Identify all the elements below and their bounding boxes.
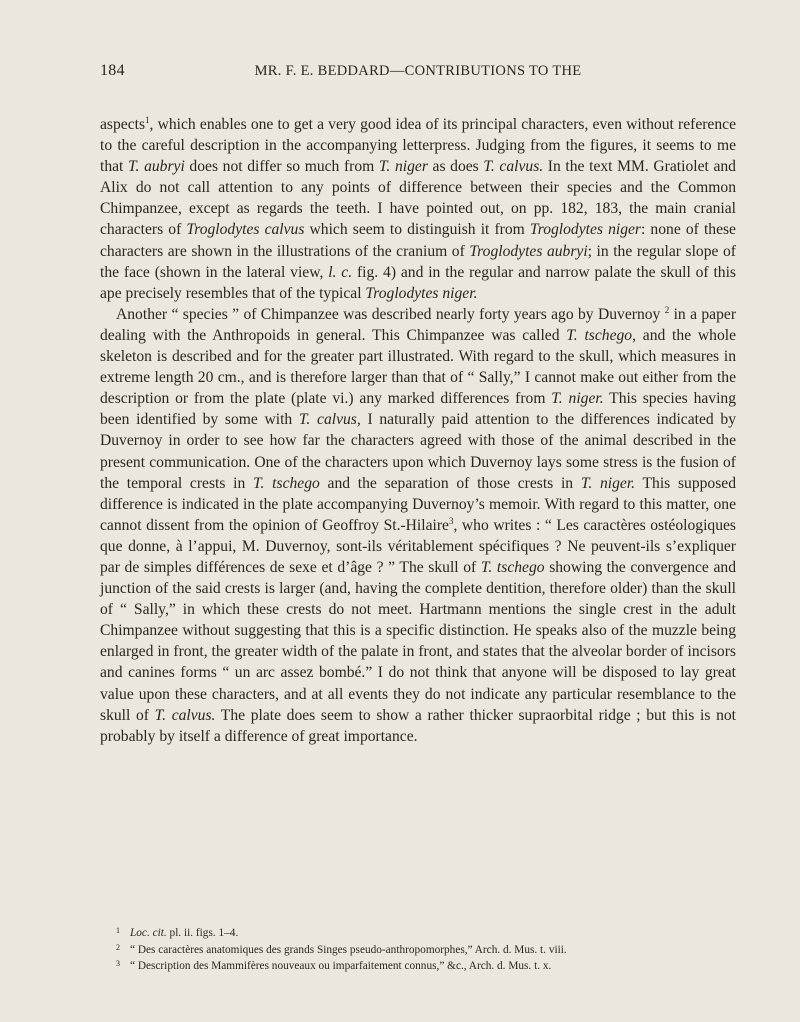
species-name: T. tschego	[253, 474, 320, 492]
text-run: showing the convergence and junction of the said crests is larger (and, having the complete dentition, therefore older) than the skull of “ Sally,” in which these crests do not meet. Hartmann mentions the single crest in the adult Chimpanzee without suggesting that this is a specific distinction. He speaks also of the muzzle being enlarged in front, the greater width of the palate in front, and states that the alveolar border of incisors and canines forms “ un arc assez bombé.” I do not think that anyone will be disposed to lay great value upon these characters, and at all events they do not indicate any particular resemblance to the skull of	[100, 558, 736, 724]
footnote-ref-1: 1	[145, 115, 150, 125]
page-number: 184	[100, 62, 125, 79]
footnote-3: 3 “ Description des Mammifères nouveaux ou imparfaitement connus,” &c., Arch. d. Mus. t. x.	[116, 959, 552, 972]
citation-abbrev: l. c.	[328, 263, 353, 281]
species-name: T. tschego,	[566, 326, 636, 344]
species-name: Troglodytes niger.	[365, 284, 478, 302]
page-header	[100, 62, 736, 86]
footnote-text: “ Description des Mammifères nouveaux ou imparfaitement connus,” &c., Arch. d. Mus. t. x.	[130, 960, 552, 972]
text-run: in a paper dealing with the Anthropoids in general. This Chimpanzee was called	[100, 305, 737, 344]
text-run: , who writes : “ Les caractères ostéologiques que donne, à l’appui, M. Duvernoy, sont-ils véritablement spécifiques ? Ne peuvent-ils s’expliquer par de simples différences de sexe et d’âge ? ” The skull of	[100, 516, 736, 576]
text-run: which seem to distinguish it from	[304, 221, 530, 239]
footnote-text: pl. ii. figs. 1–4.	[166, 927, 239, 939]
text-run: does not differ so much from	[184, 158, 379, 176]
species-name: Troglodytes niger	[529, 221, 641, 239]
paragraph-1	[100, 114, 736, 304]
text-run: and the separation of those crests in	[319, 474, 581, 492]
text-run: as does	[427, 158, 484, 176]
footnotes	[116, 925, 736, 975]
footnote-text: “ Des caractères anatomiques des grands Singes pseudo-anthropomorphes,” Arch. d. Mus. t. viii.	[130, 943, 567, 956]
footnote-italic: Loc. cit.	[130, 927, 167, 939]
text-run: This species having been identified by some with	[100, 390, 737, 429]
species-name: T. aubryi	[128, 158, 185, 176]
paragraph-2	[100, 304, 736, 747]
text-run: I naturally paid attention to the differences indicated by Duvernoy in order to see how far the characters agreed with those of the animal described in the present communication. One of the characters upon which Duvernoy lays some stress is the fusion of the temporal crests in	[100, 411, 736, 492]
footnote-ref-3: 3	[448, 515, 454, 526]
text-run: Another “ species ” of Chimpanzee was described nearly forty years ago by Duvernoy	[116, 305, 665, 323]
body-text	[100, 114, 736, 747]
text-run: ; in the regular slope of the face (shown in the lateral view,	[100, 242, 736, 281]
text-run: aspects	[100, 116, 146, 133]
species-name: T. niger.	[551, 390, 604, 408]
text-run: : none of these characters are shown in the illustrations of the cranium of	[100, 221, 736, 260]
text-run: , which enables one to get a very good idea of its principal characters, even without reference to the careful description in the accompanying letterpress. Judging from the figures, it seems to me that	[100, 116, 736, 176]
text-run: The plate does seem to show a rather thicker supraorbital ridge ; but this is not probably by itself a difference of great importance.	[100, 706, 736, 745]
species-name: T. calvus.	[483, 158, 544, 176]
text-run: In the text MM. Gratiolet and Alix do not call attention to any points of difference between their species and the Common Chimpanzee, except as regards the teeth. I have pointed out, on pp. 182, 183, the main cranial characters of	[100, 158, 736, 239]
footnote-1: 1 Loc. cit. pl. ii. figs. 1–4.	[116, 926, 239, 939]
text-run: and the whole skeleton is described and for the greater part illustrated. With regard to the skull, which measures in extreme length 20 cm., and is therefore larger than that of “ Sally,” I cannot make out either from the description or from the plate (plate vi.) any marked differences from	[100, 326, 736, 408]
text-run: This supposed difference is indicated in the plate accompanying Duvernoy’s memoir. With regard to this matter, one cannot dissent from the opinion of Geoffroy St.-Hilaire	[100, 474, 737, 534]
species-name: T. tschego	[480, 558, 545, 576]
species-name: Troglodytes calvus	[186, 221, 305, 239]
species-name: T. calvus,	[298, 411, 361, 429]
footnote-2: 2 “ Des caractères anatomiques des grands Singes pseudo-anthropomorphes,” Arch. d. Mus. t. viii.	[116, 942, 567, 956]
species-name: T. niger.	[580, 474, 636, 492]
species-name: T. calvus.	[154, 706, 216, 724]
species-name: T. niger	[378, 158, 428, 176]
footnote-ref-2: 2	[664, 304, 670, 315]
running-head: MR. F. E. BEDDARD—CONTRIBUTIONS TO THE	[254, 63, 582, 79]
text-run: fig. 4) and in the regular and narrow palate the skull of this ape precisely resembles that of the typical	[100, 263, 737, 302]
species-name: Troglodytes aubryi	[469, 242, 588, 260]
